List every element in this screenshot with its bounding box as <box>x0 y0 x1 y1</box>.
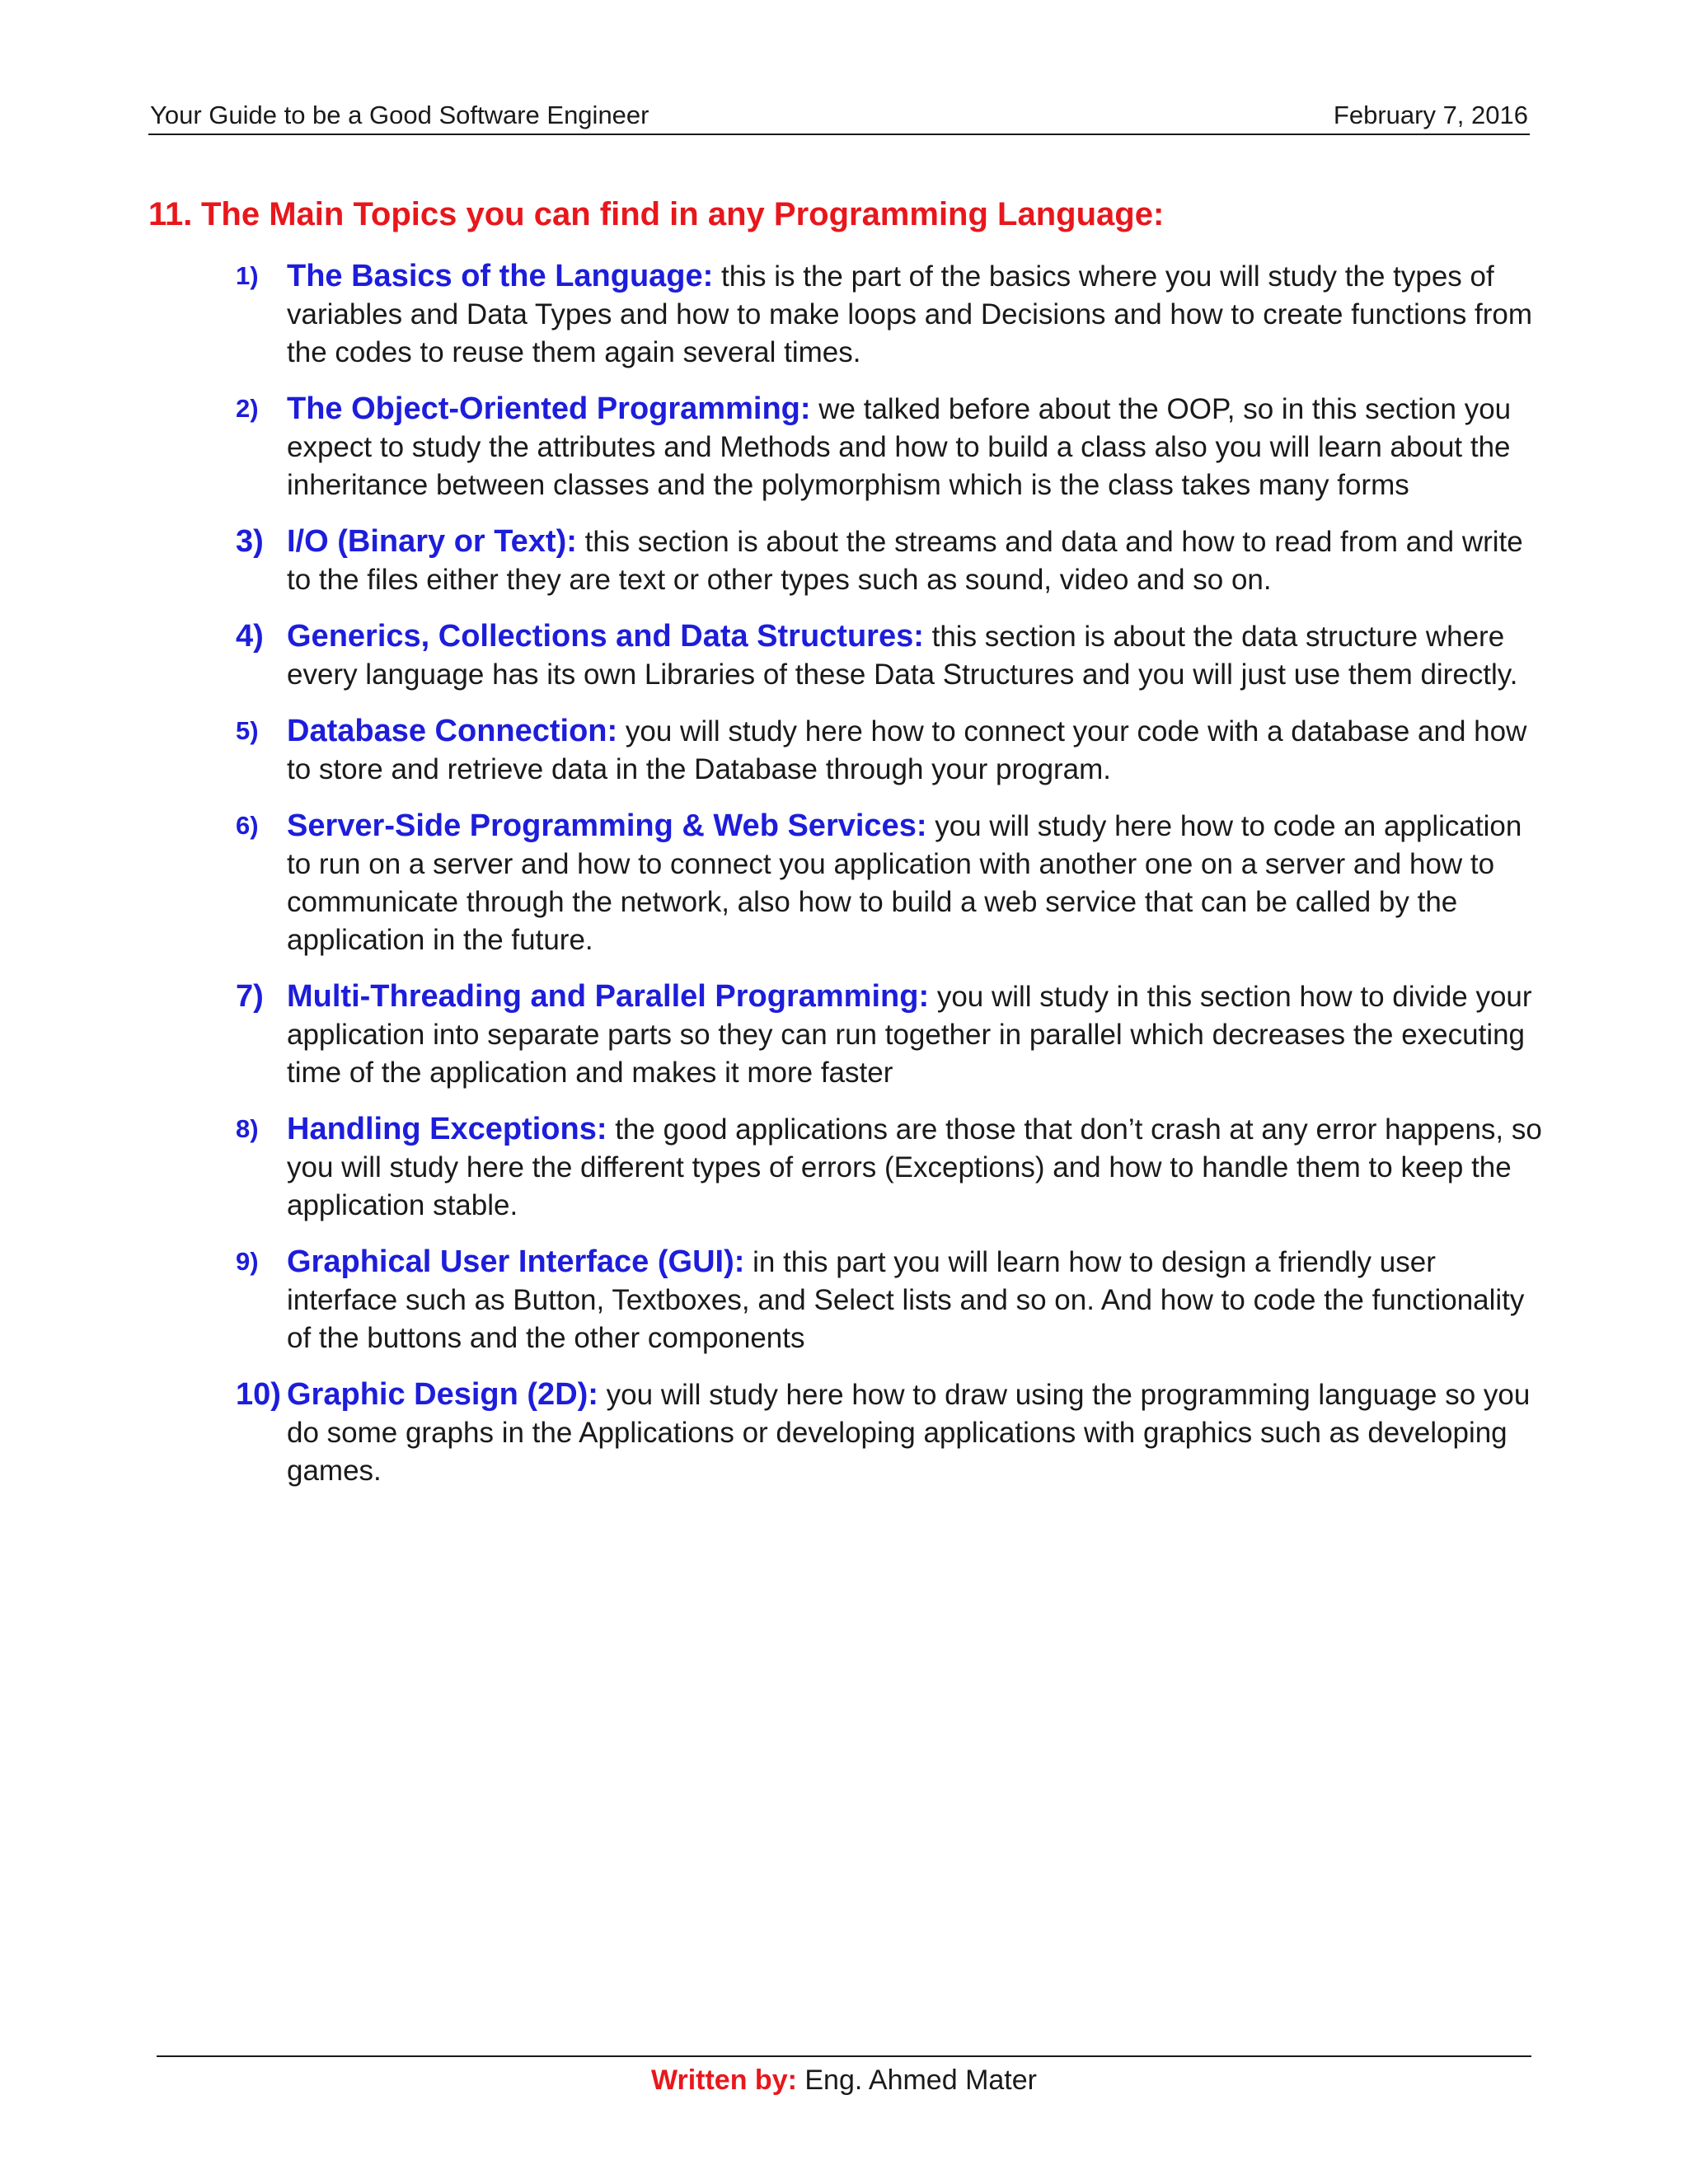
topic-title: The Object-Oriented Programming: <box>287 391 811 426</box>
topic-title: I/O (Binary or Text): <box>287 524 577 559</box>
topic-description: you will study here how to connect your code with a database and how to store and retrieve data in the Database through your program. <box>287 715 1527 785</box>
topic-description: this section is about the data structure where every language has its own Libraries of these Data Structures and you will just use them directly. <box>287 621 1518 691</box>
topic-title: The Basics of the Language: <box>287 259 714 293</box>
page-header <box>148 97 1530 135</box>
topic-title: Generics, Collections and Data Structures: <box>287 619 924 654</box>
topic-item <box>236 712 1548 789</box>
footer-label: Written by: <box>651 2064 797 2096</box>
section-title: The Main Topics you can find in any Programming Language: <box>201 196 1165 232</box>
footer-divider <box>157 2055 1531 2057</box>
topic-description: you will study here how to draw using the programming language so you do some graphs in the Applications or developing applications with graphics such as developing games. <box>287 1379 1531 1487</box>
topic-number: 1) <box>236 261 259 290</box>
topic-list <box>236 257 1548 1508</box>
topic-number: 5) <box>236 716 259 745</box>
header-date: February 7, 2016 <box>1333 101 1528 129</box>
topic-number: 6) <box>236 811 259 840</box>
topic-title: Handling Exceptions: <box>287 1112 607 1146</box>
topic-number: 10) <box>236 1377 281 1412</box>
topic-title: Server-Side Programming & Web Services: <box>287 808 927 843</box>
topic-number: 3) <box>236 524 264 559</box>
topic-title: Graphic Design (2D): <box>287 1377 598 1412</box>
topic-item <box>236 390 1548 504</box>
section-number: 11. <box>148 196 193 232</box>
topic-title: Database Connection: <box>287 714 618 748</box>
topic-description: this section is about the streams and data and how to read from and write to the files either they are text or other types such as sound, video and so on. <box>287 526 1523 596</box>
topic-item <box>236 257 1548 372</box>
topic-description: you will study here how to code an application to run on a server and how to connect you application with another one on a server and how to communicate through the network, also how to build a web service that can be called by the application in the future. <box>287 810 1522 956</box>
topic-description: you will study in this section how to divide your application into separate parts so they can run together in parallel which decreases the executing time of the application and makes it more faster <box>287 981 1532 1089</box>
topic-number: 2) <box>236 394 259 423</box>
topic-item <box>236 1376 1548 1490</box>
topic-title: Graphical User Interface (GUI): <box>287 1244 745 1279</box>
topic-number: 7) <box>236 979 264 1014</box>
topic-item <box>236 523 1548 599</box>
page-footer <box>0 2062 1688 2098</box>
topic-item <box>236 1110 1548 1225</box>
topic-title: Multi-Threading and Parallel Programming: <box>287 979 930 1014</box>
topic-number: 4) <box>236 619 264 654</box>
topic-number: 8) <box>236 1114 259 1143</box>
topic-number: 9) <box>236 1247 259 1276</box>
topic-item <box>236 617 1548 694</box>
header-title: Your Guide to be a Good Software Engineer <box>150 101 649 129</box>
footer-author: Eng. Ahmed Mater <box>796 2064 1037 2096</box>
topic-item <box>236 807 1548 959</box>
section-heading <box>148 196 1164 233</box>
topic-description: this is the part of the basics where you will study the types of variables and Data Types and how to make loops and Decisions and how to create functions from the codes to reuse them again several times. <box>287 260 1533 368</box>
topic-description: we talked before about the OOP, so in this section you expect to study the attributes and Methods and how to build a class also you will learn about the inheritance between classes and the polymorphism which is the class takes many forms <box>287 393 1512 501</box>
topic-description: in this part you will learn how to design a friendly user interface such as Button, Textboxes, and Select lists and so on. And how to code the functionality of the buttons and the other components <box>287 1246 1525 1354</box>
topic-item <box>236 1243 1548 1357</box>
topic-item <box>236 977 1548 1092</box>
topic-description: the good applications are those that don’t crash at any error happens, so you will study here the different types of errors (Exceptions) and how to handle them to keep the application stable. <box>287 1113 1542 1221</box>
